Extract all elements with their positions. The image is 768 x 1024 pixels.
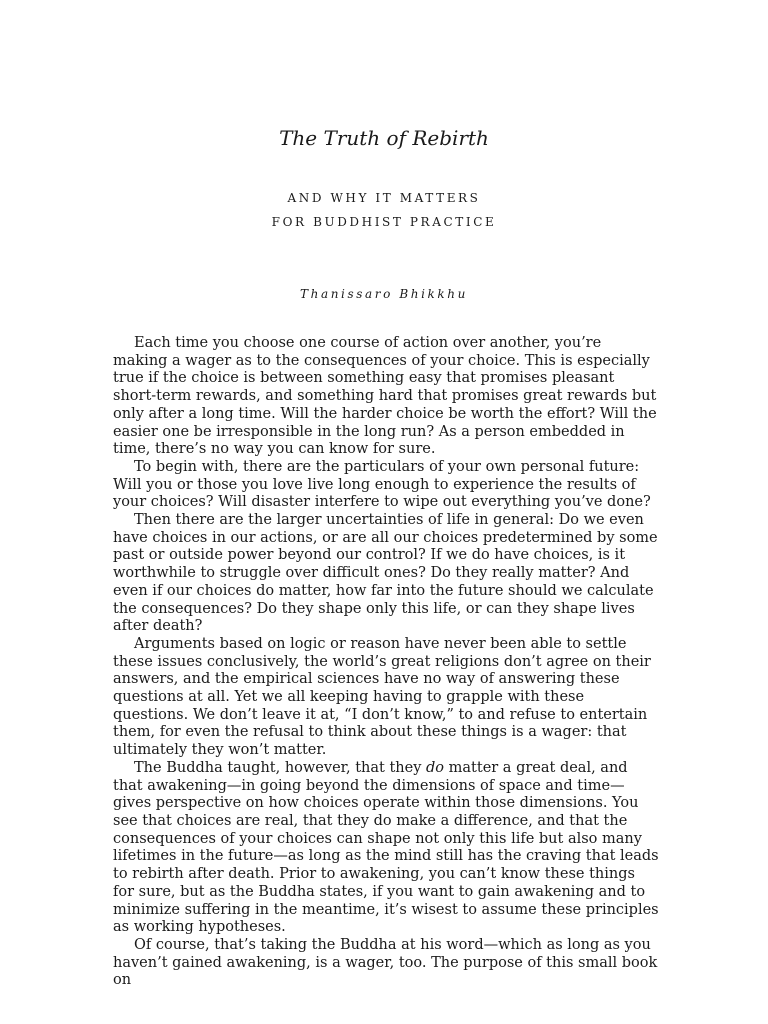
paragraph: To begin with, there are the particulars of your own personal future: Will you or those you love live long enough to experience the results of your choices? Will disaster interfere to wipe out everything you’ve done? xyxy=(113,458,651,511)
paragraph: Then there are the larger uncertainties of life in general: Do we even have choices in our actions, or are all our choices predetermined by some past or outside power beyond our control? If we do have choices, is it worthwhile to struggle over difficult ones? Do they really matter? And even if our choices do matter, how far into the future should we calculate the consequences? Do they shape only this life, or can they shape lives after death? xyxy=(113,512,658,635)
paragraph xyxy=(113,760,660,937)
paragraph: Of course, that’s taking the Buddha at his word—which as long as you haven’t gained awakening, is a wager, too. The purpose of this small book on xyxy=(113,936,658,989)
emphasis-text: do xyxy=(426,759,445,776)
body-text xyxy=(113,335,660,990)
subtitle-line-1: AND WHY IT MATTERS xyxy=(287,191,481,205)
paragraph: Each time you choose one course of action over another, you’re making a wager as to the consequences of your choice. This is especially true if the choice is between something easy that promises pleasant short-term rewards, and something hard that promises great rewards but only after a long time. Will the harder choice be worth the effort? Will the easier one be irresponsible in the long run? As a person embedded in time, there’s no way you can know for sure. xyxy=(113,335,657,458)
paragraph-text: The Buddha taught, however, that they xyxy=(134,759,427,776)
paragraph: Arguments based on logic or reason have never been able to settle these issues conclusively, the world’s great religions don’t agree on their answers, and the empirical sciences have no way of answering these questions at all. Yet we all keeping having to grapple with these questions. We don’t leave it at, “I don’t know,” to and refuse to entertain them, for even the refusal to think about these things is a wager: that ultimately they won’t matter. xyxy=(113,635,651,759)
subtitle-line-2: FOR BUDDHIST PRACTICE xyxy=(271,215,497,229)
author-name: Thanissaro Bhikkhu xyxy=(300,287,468,301)
document-title: The Truth of Rebirth xyxy=(279,126,489,150)
paragraph-text: matter a great deal, and that awakening—in going beyond the dimensions of space and time—gives perspective on how choices operate within those dimensions. You see that choices are real, that they do make a difference, and that the consequences of your choices can shape not only this life but also many lifetimes in the future—as long as the mind still has the craving that leads to rebirth after death. Prior to awakening, you can’t know these things for sure, but as the Buddha states, if you want to gain awakening and to minimize suffering in the meantime, it’s wisest to assume these principles as working hypotheses. xyxy=(113,759,659,936)
